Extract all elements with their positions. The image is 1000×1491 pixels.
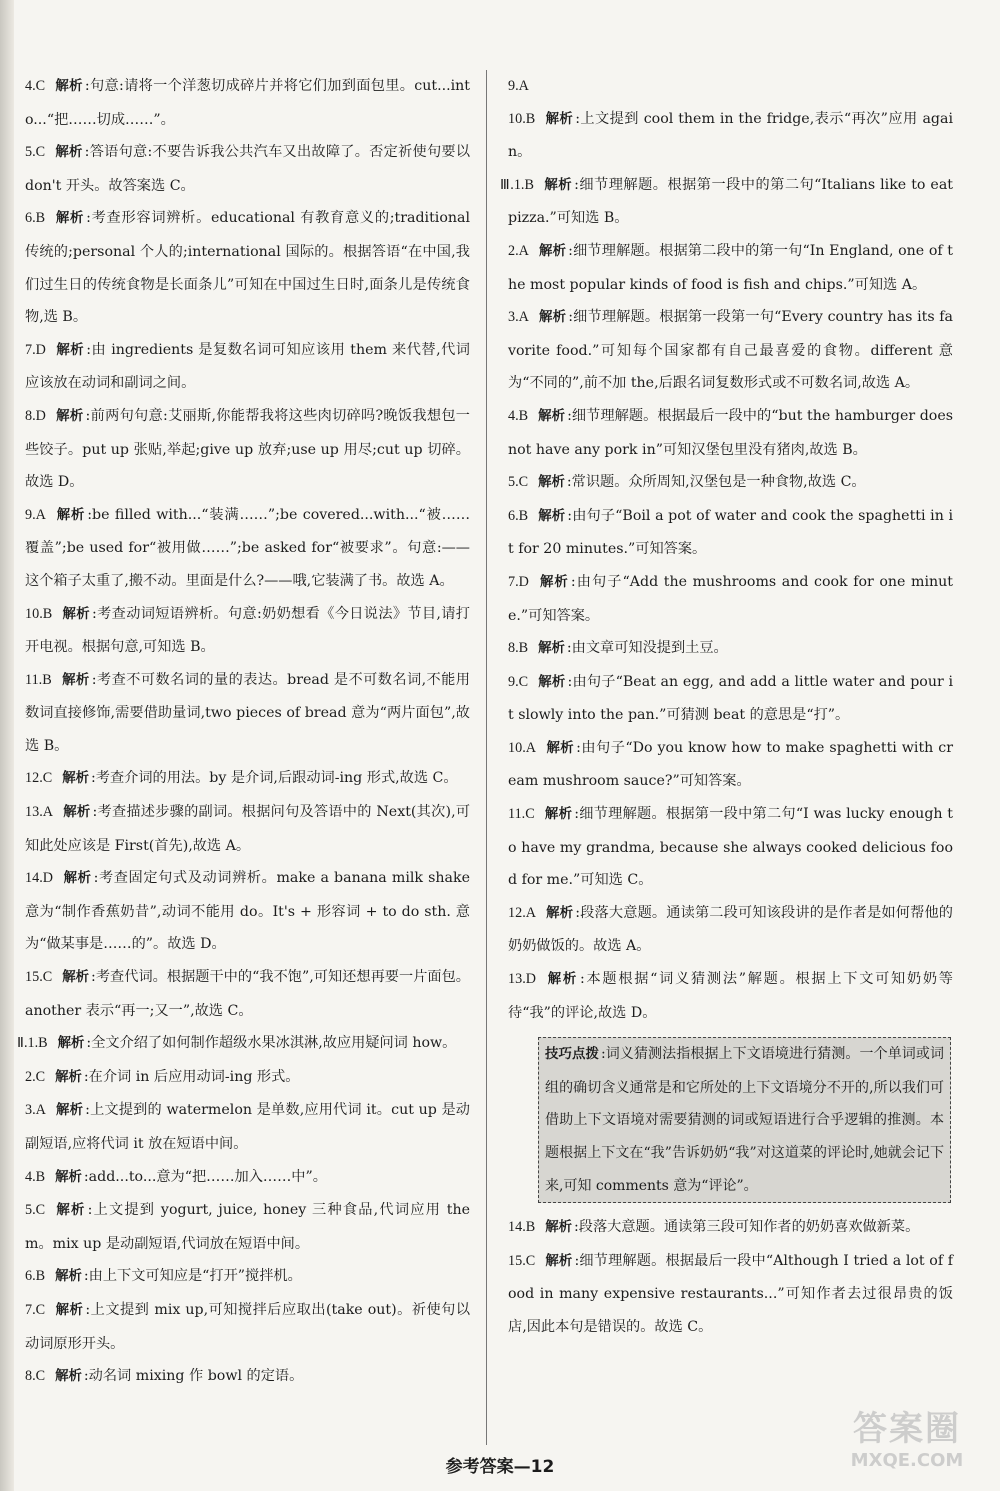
answer-number: 11.C bbox=[508, 806, 535, 823]
analysis-text: :常识题。众所周知,汉堡包是一种食物,故选 C。 bbox=[566, 474, 866, 491]
answer-item bbox=[508, 632, 953, 666]
answer-item bbox=[25, 334, 470, 400]
analysis-label: 解析 bbox=[55, 1069, 82, 1085]
analysis-text: :在介词 in 后应用动词-ing 形式。 bbox=[83, 1068, 300, 1085]
analysis-text: :段落大意题。通读第二段可知该段讲的是作者是如何帮他的奶奶做饭的。故选 A。 bbox=[508, 904, 953, 955]
answer-number: 7.D bbox=[508, 573, 529, 590]
answer-number: 6.B bbox=[25, 210, 46, 227]
answer-number: 6.B bbox=[508, 507, 529, 524]
tip-text: :词义猜测法指根据上下文语境进行猜测。一个单词或词组的确切含义通常是和它所处的上下文语境分不开的,所以我们可借助上下文语境对需要猜测的词或短语进行合乎逻辑的推测。本题根据上下文在“我”告诉奶奶“我”对这道菜的评论时,她就会记下来,可知 comments 意为“评论”。 bbox=[545, 1046, 944, 1194]
answer-number: Ⅱ.1.B bbox=[17, 1035, 48, 1052]
analysis-text: :上文提到 yogurt, juice, honey 三种食品,代词应用 them。mix up 是动副短语,代词放在短语中间。 bbox=[25, 1202, 471, 1252]
answer-item bbox=[508, 1211, 953, 1245]
analysis-label: 解析 bbox=[545, 111, 574, 127]
answer-number: 5.C bbox=[25, 1202, 46, 1219]
answer-number: 15.C bbox=[508, 1252, 536, 1269]
answer-item bbox=[508, 500, 953, 566]
analysis-label: 解析 bbox=[55, 1302, 84, 1318]
analysis-label: 解析 bbox=[55, 1169, 82, 1185]
answer-item bbox=[25, 1094, 470, 1160]
answer-number: 15.C bbox=[25, 969, 53, 986]
answer-number: 7.C bbox=[25, 1301, 46, 1318]
answer-item bbox=[508, 666, 953, 732]
right-column-answers-top bbox=[500, 70, 954, 1029]
analysis-label: 解析 bbox=[55, 79, 83, 94]
answer-item bbox=[25, 762, 470, 796]
answer-item bbox=[25, 202, 470, 333]
answer-number: 2.A bbox=[508, 242, 529, 259]
answer-number: 13.D bbox=[508, 971, 536, 988]
analysis-text: :由 ingredients 是复数名词可知应该用 them 来代替,代词应该放在动词和副词之间。 bbox=[25, 341, 470, 392]
analysis-text: :上文提到 mix up,可知搅拌后应取出(take out)。祈使句以动词原形开头。 bbox=[25, 1301, 471, 1352]
answer-number: 8.C bbox=[25, 1368, 46, 1385]
analysis-text: :考查描述步骤的副词。根据问句及答语中的 Next(其次),可知此处应该是 First(首先),故选 A。 bbox=[25, 804, 471, 854]
analysis-text: :细节理解题。根据最后一段中的“but the hamburger does not have any pork in”可知汉堡包里没有猪肉,故选 B。 bbox=[508, 407, 953, 458]
analysis-text: :考查固定句式及动词辨析。make a banana milk shake 意为“制作香蕉奶昔”,动词不能用 do。It's + 形容词 + to do sth. 意为“做某事是……的”。故选 D。 bbox=[25, 870, 470, 953]
analysis-text: :细节理解题。根据第一段中的第二句“Italians like to eat pizza.”可知选 B。 bbox=[508, 176, 953, 227]
answer-number: 12.A bbox=[508, 904, 536, 921]
watermark-url: MXQE.COM bbox=[850, 1450, 964, 1471]
column-divider bbox=[486, 70, 487, 1445]
analysis-label: 解析 bbox=[55, 145, 83, 161]
answer-number: Ⅲ.1.B bbox=[500, 176, 534, 193]
analysis-label: 解析 bbox=[62, 771, 89, 787]
answer-number: 10.A bbox=[508, 739, 536, 756]
analysis-text: :细节理解题。根据第一段第一句“Every country has its favorite food.”可知每个国家都有自己最喜爱的食物。different 意为“不同的”,前不加 the,后跟名词复数形式或不可数名词,故选 A。 bbox=[508, 309, 954, 392]
answer-item bbox=[508, 1245, 953, 1344]
answer-item bbox=[25, 1360, 470, 1394]
answer-number: 4.B bbox=[25, 1168, 46, 1185]
analysis-text: :由句子“Boil a pot of water and cook the spaghetti in it for 20 minutes.”可知答案。 bbox=[508, 507, 954, 558]
analysis-text: :由句子“Beat an egg, and add a little water and pour it slowly into the pan.”可猜测 beat 的意思是“打”。 bbox=[508, 673, 953, 724]
answer-item bbox=[508, 103, 953, 169]
answer-item bbox=[25, 1294, 470, 1360]
analysis-label: 解析 bbox=[55, 408, 84, 424]
answer-number: 9.C bbox=[508, 673, 529, 690]
analysis-text: :由上下文可知应是“打开”搅拌机。 bbox=[83, 1268, 302, 1285]
answer-item bbox=[25, 862, 470, 961]
analysis-text: :本题根据“词义猜测法”解题。根据上下文可知奶奶等待“我”的评论,故选 D。 bbox=[508, 971, 953, 1021]
answer-item bbox=[508, 70, 953, 103]
answer-item bbox=[25, 136, 470, 202]
analysis-label: 解析 bbox=[55, 1103, 84, 1119]
answer-item bbox=[25, 1061, 470, 1095]
answer-number: 8.B bbox=[508, 640, 529, 657]
analysis-label: 解析 bbox=[55, 1369, 82, 1385]
analysis-text: :前两句句意:艾丽斯,你能帮我将这些肉切碎吗?晚饭我想包一些饺子。put up 张贴,举起;give up 放弃;use up 用尽;cut up 切碎。故选 D。 bbox=[25, 407, 470, 491]
tip-box bbox=[538, 1037, 951, 1203]
analysis-text: :上文提到的 watermelon 是单数,应用代词 it。cut up 是动副短语,应将代词 it 放在短语中间。 bbox=[25, 1102, 470, 1152]
analysis-label: 解析 bbox=[544, 807, 573, 823]
answer-item bbox=[508, 301, 953, 400]
answer-number: 5.C bbox=[508, 474, 529, 491]
analysis-label: 解析 bbox=[545, 905, 574, 921]
analysis-label: 解析 bbox=[545, 972, 578, 988]
analysis-label: 解析 bbox=[538, 508, 566, 524]
analysis-label: 解析 bbox=[55, 1203, 86, 1219]
answer-number: 6.B bbox=[25, 1268, 46, 1285]
answer-number: 13.A bbox=[25, 804, 53, 821]
site-watermark bbox=[832, 1401, 982, 1481]
answer-number: 11.B bbox=[25, 671, 52, 688]
analysis-text: :由句子“Add the mushrooms and cook for one minute.”可知答案。 bbox=[508, 573, 954, 624]
analysis-text: :考查动词短语辨析。句意:奶奶想看《今日说法》节目,请打开电视。根据句意,可知选 B。 bbox=[25, 605, 470, 656]
analysis-text: :全文介绍了如何制作超级水果冰淇淋,故应用疑问词 how。 bbox=[86, 1035, 457, 1052]
answer-item bbox=[500, 169, 953, 235]
analysis-text: :add...to...意为“把……加入……中”。 bbox=[83, 1168, 327, 1185]
analysis-label: 解析 bbox=[62, 970, 90, 986]
analysis-label: 解析 bbox=[62, 805, 91, 821]
analysis-label: 解析 bbox=[545, 1253, 573, 1269]
left-column bbox=[17, 70, 471, 1394]
answer-number: 4.B bbox=[508, 407, 529, 424]
answer-item bbox=[25, 499, 470, 598]
analysis-label: 解析 bbox=[55, 507, 86, 523]
answer-item bbox=[508, 235, 953, 301]
answer-number: 9.A bbox=[25, 506, 46, 523]
book-binding-edge bbox=[0, 0, 14, 1491]
answer-number: 12.C bbox=[25, 770, 53, 787]
answer-number: 4.C bbox=[25, 78, 46, 94]
analysis-label: 解析 bbox=[543, 177, 573, 193]
analysis-label: 解析 bbox=[62, 606, 91, 622]
analysis-label: 解析 bbox=[538, 641, 565, 657]
answer-item bbox=[25, 664, 470, 763]
answer-number: 10.B bbox=[508, 110, 536, 127]
answer-item bbox=[508, 732, 953, 798]
answer-item bbox=[508, 400, 953, 466]
answer-item bbox=[508, 798, 953, 897]
answer-item bbox=[508, 963, 953, 1029]
answer-item bbox=[25, 961, 470, 1027]
analysis-text: :细节理解题。根据最后一段中“Although I tried a lot of food in many expensive restaurants...”可知作者去过很昂贵的饭店,因此本句是错误的。故选 C。 bbox=[508, 1252, 954, 1335]
analysis-text: :考查代词。根据题干中的“我不饱”,可知还想再要一片面包。another 表示“再一;又一”,故选 C。 bbox=[25, 969, 470, 1019]
analysis-label: 解析 bbox=[545, 740, 575, 756]
analysis-label: 解析 bbox=[538, 475, 565, 491]
right-column bbox=[500, 70, 954, 1344]
analysis-text: :动名词 mixing 作 bowl 的定语。 bbox=[83, 1368, 304, 1385]
answer-item bbox=[25, 400, 470, 499]
answer-number: 14.D bbox=[25, 870, 53, 887]
answer-item bbox=[25, 796, 470, 862]
right-column-answers-bottom bbox=[508, 1211, 953, 1343]
answer-number: 8.D bbox=[25, 407, 46, 424]
analysis-label: 解析 bbox=[62, 871, 92, 887]
analysis-text: :答语句意:不要告诉我公共汽车又出故障了。否定祈使句要以 don't 开头。故答案选 C。 bbox=[25, 144, 471, 194]
tip-label: 技巧点拨 bbox=[545, 1047, 599, 1063]
tip-paragraph bbox=[545, 1038, 944, 1202]
analysis-label: 解析 bbox=[61, 672, 90, 688]
answer-item bbox=[25, 1260, 470, 1294]
analysis-label: 解析 bbox=[55, 1269, 82, 1285]
answer-number: 5.C bbox=[25, 144, 46, 161]
analysis-text: :考查介词的用法。by 是介词,后跟动词-ing 形式,故选 C。 bbox=[90, 770, 458, 787]
answer-item bbox=[508, 566, 953, 632]
analysis-label: 解析 bbox=[538, 243, 567, 259]
analysis-text: :由文章可知没提到土豆。 bbox=[566, 640, 728, 657]
answer-item bbox=[25, 598, 470, 664]
analysis-text: :细节理解题。根据第二段中的第一句“In England, one of the most popular kinds of food is fish and chips.”可知选 A。 bbox=[508, 242, 954, 293]
answer-item bbox=[17, 1027, 470, 1061]
answer-number: 7.D bbox=[25, 341, 46, 358]
page-footer: 参考答案—12 bbox=[445, 1457, 555, 1477]
analysis-text: :句意:请将一个洋葱切成碎片并将它们加到面包里。cut...into...“把……切成……”。 bbox=[25, 78, 470, 128]
analysis-label: 解析 bbox=[55, 342, 85, 358]
analysis-text: :由句子“Do you know how to make spaghetti with cream mushroom sauce?”可知答案。 bbox=[508, 739, 953, 790]
answer-number: 3.A bbox=[25, 1102, 46, 1119]
answer-number: 3.A bbox=[508, 309, 529, 326]
watermark-logo: 答案圈 bbox=[853, 1409, 961, 1449]
analysis-text: :be filled with...“装满……”;be covered...with...“被……覆盖”;be used for“被用做……”;be asked for“被要求”。句意:——这个箱子太重了,搬不动。里面是什么?——哦,它装满了书。故选 A。 bbox=[25, 506, 471, 589]
analysis-label: 解析 bbox=[538, 574, 569, 590]
answer-number: 9.A bbox=[508, 78, 529, 94]
analysis-text: :细节理解题。根据第一段中第二句“I was lucky enough to have my grandma, because she always cooked delicious food for me.”可知选 C。 bbox=[508, 806, 953, 889]
answer-item bbox=[25, 1161, 470, 1195]
analysis-label: 解析 bbox=[538, 310, 567, 326]
answer-number: 10.B bbox=[25, 605, 53, 622]
analysis-text: :考查形容词辨析。educational 有教育意义的;traditional 传统的;personal 个人的;international 国际的。根据答语“在中国,我们过生日的传统食物是长面条儿”可知在中国过生日时,面条儿是传统食物,选 B。 bbox=[25, 210, 471, 326]
analysis-label: 解析 bbox=[55, 211, 85, 227]
answer-item bbox=[508, 466, 953, 500]
analysis-text: :上文提到 cool them in the fridge,表示“再次”应用 again。 bbox=[508, 110, 954, 161]
analysis-label: 解析 bbox=[545, 1220, 572, 1236]
analysis-label: 解析 bbox=[57, 1036, 85, 1052]
answer-item bbox=[25, 70, 470, 136]
analysis-label: 解析 bbox=[538, 408, 566, 424]
analysis-text: :段落大意题。通读第三段可知作者的奶奶喜欢做新菜。 bbox=[573, 1219, 920, 1236]
answer-number: 2.C bbox=[25, 1068, 46, 1085]
analysis-label: 解析 bbox=[538, 674, 566, 690]
answer-item bbox=[25, 1194, 470, 1260]
answer-item bbox=[508, 897, 953, 963]
analysis-text: :考查不可数名词的量的表达。bread 是不可数名词,不能用数词直接修饰,需要借助量词,two pieces of bread 意为“两片面包”,故选 B。 bbox=[25, 671, 470, 754]
answer-number: 14.B bbox=[508, 1219, 536, 1236]
